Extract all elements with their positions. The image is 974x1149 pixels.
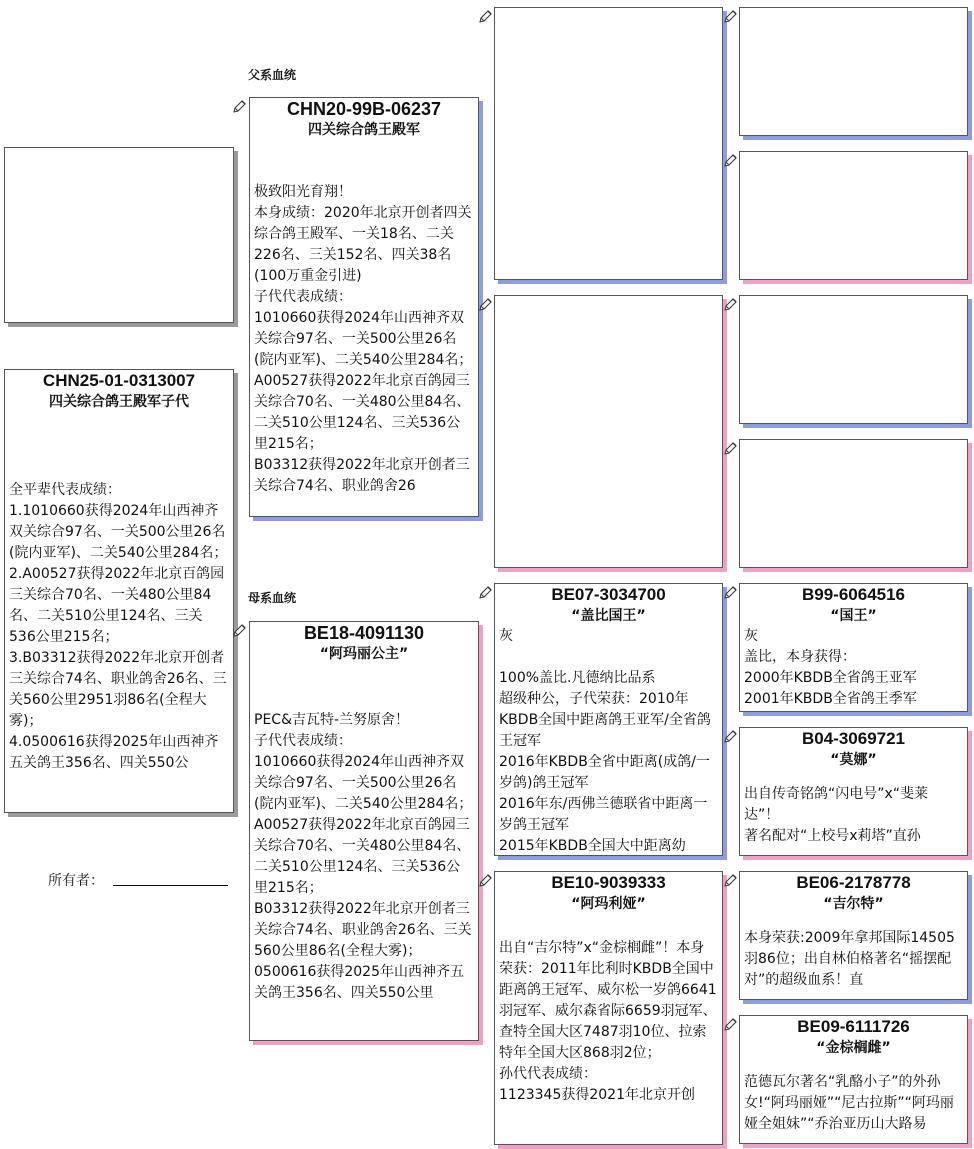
ddam-sire-ring-number: BE06-2178778 bbox=[796, 873, 911, 892]
dam-description: PEC&吉瓦特-兰努原舍！ 子代代表成绩： 1010660获得2024年山西神齐双关综合97名、一关500公里26名(院内亚军)、二关540公里284名； A00527获得2022年北京百鸽园三关综合70名、一关480公里84名、二关510公里124名、三关536公里215名； B03312获得2022年北京开创者三关综合74名、职业鸽舍26名、三关560公里86名(全程大雾)； 0500616获得2025年山西神齐五关鸽王356名、四关550公里 bbox=[254, 712, 473, 1001]
dam-dam-dam-card[interactable] bbox=[739, 1015, 968, 1144]
sire-card[interactable] bbox=[249, 97, 479, 517]
sire-section-label: 父系血统 bbox=[248, 68, 297, 82]
dam-sire-description: 灰 100%盖比.凡德纳比品系 超级种公，子代荣获：2010年KBDB全国中距离鸽王亚军/全省鸽王冠军 2016年KBDB全省中距离(成鸽/一岁鸽)鸽王冠军 2016年东/西佛兰德联省中距离一岁鸽王冠军 2015年KBDB全国大中距离幼 bbox=[499, 628, 711, 854]
pencil-icon[interactable] bbox=[724, 873, 738, 887]
ddam-dam-description: 范德瓦尔著名“乳酪小子”的外孙女!“阿玛丽娅”“尼古拉斯”“阿玛丽娅全姐妹”“乔治亚历山大路易 bbox=[744, 1074, 954, 1132]
sire-dam-card[interactable] bbox=[494, 295, 723, 568]
ddam-dam-name: “金棕榈雌” bbox=[816, 1040, 891, 1056]
ddam-sire-description: 本身荣获:2009年拿邦国际14505羽86位；出自林伯格著名“摇摆配对”的超级血系！直 bbox=[744, 930, 955, 988]
subject-name: 四关综合鸽王殿军子代 bbox=[49, 394, 189, 410]
sire-description: 极致阳光育翔！ 本身成绩：2020年北京开创者四关综合鸽王殿军、一关18名、二关226名、三关152名、四关38名(100万重金引进) 子代代表成绩： 1010660获得2024年山西神齐双关综合97名、一关500公里26名(院内亚军)、二关540公里284名； A00527获得2022年北京百鸽园三关综合70名、一关480公里84名、二关510公里124名、三关536公里215名； B03312获得2022年北京开创者三关综合74名、职业鸽舍26 bbox=[254, 184, 473, 494]
dam-section-label: 母系血统 bbox=[248, 591, 297, 605]
dam-ring-number: BE18-4091130 bbox=[303, 623, 425, 643]
subject-card[interactable] bbox=[4, 369, 234, 813]
sire-sire-card[interactable] bbox=[494, 7, 723, 280]
dam-dam-name: “阿玛利娅” bbox=[571, 896, 646, 912]
owner-label: 所有者： bbox=[48, 873, 104, 889]
pencil-icon[interactable] bbox=[724, 441, 738, 455]
pencil-icon[interactable] bbox=[724, 1017, 738, 1031]
dam-dam-ring-number: BE10-9039333 bbox=[551, 873, 666, 892]
pencil-icon[interactable] bbox=[479, 9, 493, 23]
pencil-icon[interactable] bbox=[724, 585, 738, 599]
dam-sire-card[interactable] bbox=[494, 583, 723, 856]
dam-sire-ring-number: BE07-3034700 bbox=[551, 585, 666, 604]
subject-description: 全平辈代表成绩： 1.1010660获得2024年山西神齐双关综合97名、一关500公里26名(院内亚军)、二关540公里284名； 2.A00527获得2022年北京百鸽园三关综合70名、一关480公里84名、二关510公里124名、三关536公里215名； 3.B03312获得2022年北京开创者三关综合74名、职业鸽舍26名、三关560公里2951羽86名(全程大雾)； 4.0500616获得2025年山西神齐五关鸽王356名、四关550公 bbox=[9, 482, 228, 771]
dsire-sire-description: 灰 盖比，本身获得： 2000年KBDB全省鸽王亚军 2001年KBDB全省鸽王季军 bbox=[744, 628, 917, 707]
dam-dam-card[interactable] bbox=[494, 871, 723, 1145]
pencil-icon[interactable] bbox=[724, 729, 738, 743]
dam-card[interactable] bbox=[249, 621, 479, 1041]
dsire-sire-ring-number: B99-6064516 bbox=[801, 585, 906, 604]
ddam-dam-ring-number: BE09-6111726 bbox=[797, 1017, 910, 1036]
pencil-icon[interactable] bbox=[479, 585, 493, 599]
dam-dam-sire-card[interactable] bbox=[739, 871, 968, 1000]
pencil-icon[interactable] bbox=[724, 9, 738, 23]
dam-sire-name: “盖比国王” bbox=[571, 608, 646, 624]
pencil-icon[interactable] bbox=[233, 99, 247, 113]
sire-sire-sire-card[interactable] bbox=[739, 7, 968, 136]
sire-dam-dam-card[interactable] bbox=[739, 439, 968, 568]
dsire-dam-ring-number: B04-3069721 bbox=[801, 729, 906, 748]
sire-dam-sire-card[interactable] bbox=[739, 295, 968, 424]
dsire-sire-name: “国王” bbox=[830, 608, 877, 624]
subject-ring-number: CHN25-01-0313007 bbox=[42, 371, 196, 390]
pencil-icon[interactable] bbox=[724, 153, 738, 167]
dam-dam-description: 出自“吉尔特”x“金棕榈雌”！本身荣获：2011年比利时KBDB全国中距离鸽王冠军、威尔松一岁鸽6641羽冠军、威尔森省际6659羽冠军、查特全国大区7487羽10位、拉索特年全国大区868羽2位； 孙代代表成绩： 1123345获得2021年北京开创 bbox=[499, 940, 717, 1103]
dam-sire-dam-card[interactable] bbox=[739, 727, 968, 856]
dsire-dam-name: “莫娜” bbox=[830, 752, 877, 768]
owner-input-line[interactable] bbox=[113, 885, 228, 886]
ddam-sire-name: “吉尔特” bbox=[823, 896, 884, 912]
pencil-icon[interactable] bbox=[724, 297, 738, 311]
photo-box[interactable] bbox=[4, 147, 234, 323]
sire-ring-number: CHN20-99B-06237 bbox=[286, 99, 442, 119]
sire-name: 四关综合鸽王殿军 bbox=[308, 122, 420, 138]
dam-name: “阿玛丽公主” bbox=[319, 646, 409, 662]
pencil-icon[interactable] bbox=[479, 297, 493, 311]
pencil-icon[interactable] bbox=[479, 873, 493, 887]
sire-sire-dam-card[interactable] bbox=[739, 151, 968, 280]
pencil-icon[interactable] bbox=[233, 623, 247, 637]
dam-sire-sire-card[interactable] bbox=[739, 583, 968, 712]
dsire-dam-description: 出自传奇铭鸽“闪电号”x“斐莱达”！ 著名配对“上校号x莉塔”直孙 bbox=[744, 786, 929, 844]
